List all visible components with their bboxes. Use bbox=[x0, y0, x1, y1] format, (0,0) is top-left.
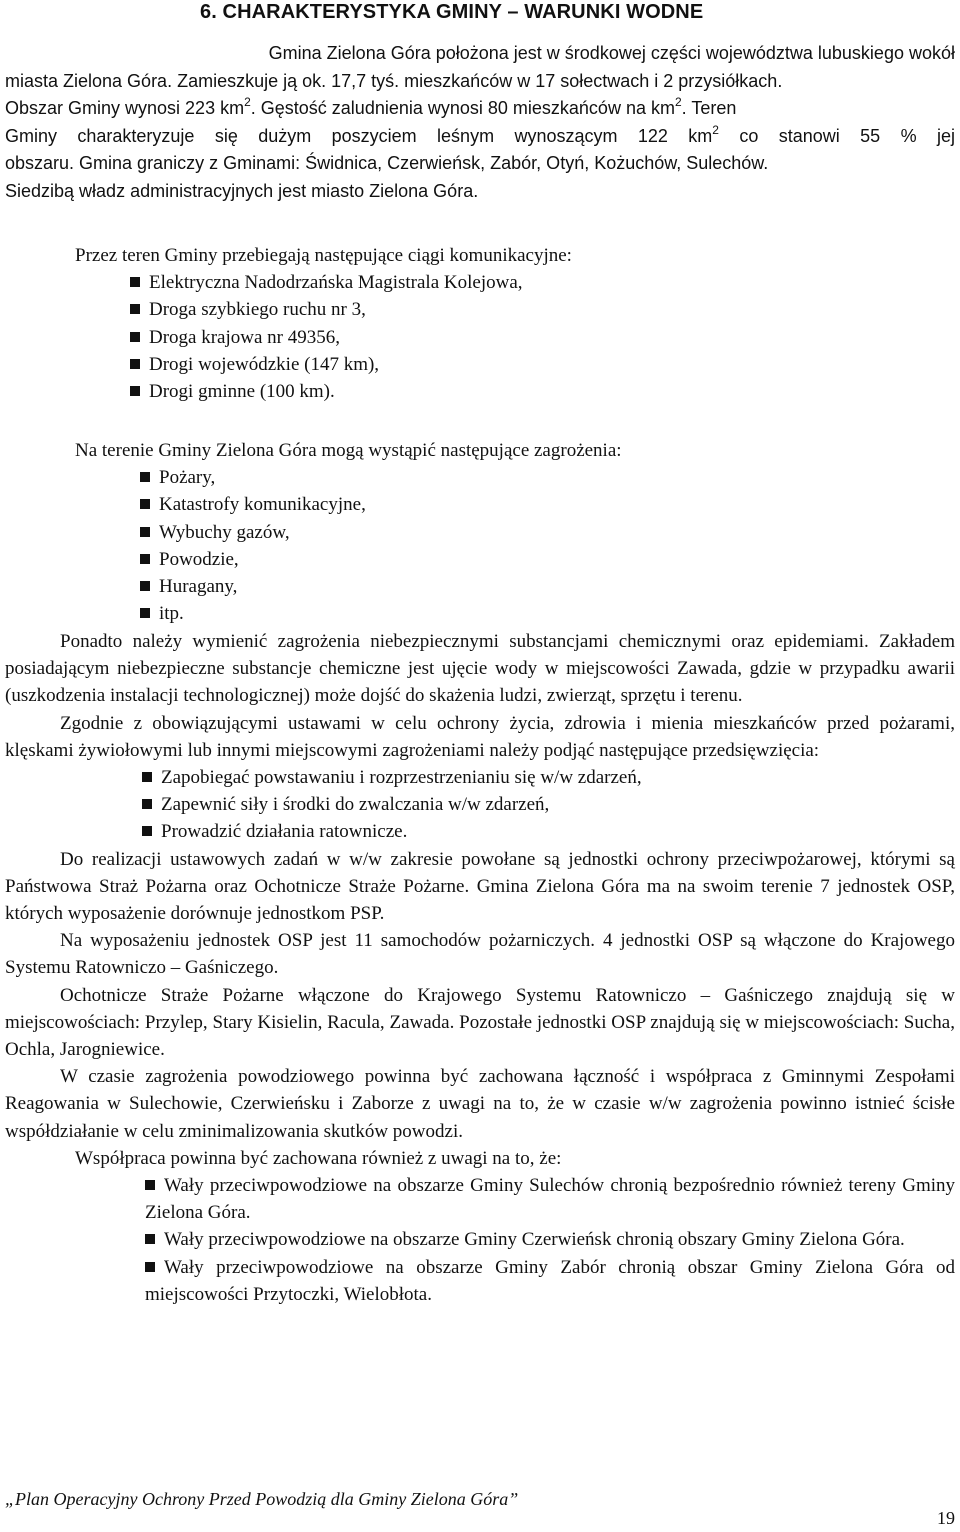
list-item: Wały przeciwpowodziowe na obszarze Gminy Zabór chronią obszar Gminy Zielona Góra od miejscowości Przytoczki, Wielobłota. bbox=[145, 1256, 955, 1305]
communication-list bbox=[130, 269, 572, 405]
list-item: Zapewnić siły i środki do zwalczania w/w zdarzeń, bbox=[142, 791, 955, 818]
bullet-square-icon bbox=[140, 472, 150, 482]
list-item: Wały przeciwpowodziowe na obszarze Gminy Czerwieńsk chronią obszary Gminy Zielona Góra. bbox=[145, 1226, 955, 1253]
threats-lead: Na terenie Gminy Zielona Góra mogą wystąpić następujące zagrożenia: bbox=[75, 440, 622, 461]
cooperation-list bbox=[145, 1172, 955, 1308]
threats-section bbox=[75, 437, 622, 627]
bullet-square-icon bbox=[140, 581, 150, 591]
list-item: Powodzie, bbox=[140, 546, 622, 573]
body-section bbox=[5, 628, 955, 1308]
communication-section bbox=[75, 242, 572, 405]
list-item: Wybuchy gazów, bbox=[140, 519, 622, 546]
intro-paragraph bbox=[5, 40, 955, 205]
list-item: Drogi gminne (100 km). bbox=[130, 378, 572, 405]
units-paragraph: Do realizacji ustawowych zadań w w/w zakresie powołane są jednostki ochrony przeciwpożarowej, którymi są Państwowa Straż Pożarna oraz Ochotnicze Straże Pożarne. Gmina Zielona Góra ma na swoim terenie 7 jednostek OSP, których wyposażenie dorównuje jednostkom PSP. bbox=[5, 848, 955, 925]
bullet-square-icon bbox=[130, 304, 140, 314]
intro-line-1: Gmina Zielona Góra położona jest w środkowej części województwa lubuskiego wokół bbox=[268, 43, 955, 63]
list-item: Droga krajowa nr 49356, bbox=[130, 324, 572, 351]
bullet-square-icon bbox=[130, 386, 140, 396]
cooperation-lead: Współpraca powinna być zachowana również z uwagi na to, że: bbox=[75, 1147, 562, 1169]
bullet-square-icon bbox=[140, 527, 150, 537]
bullet-square-icon bbox=[130, 332, 140, 342]
threats-list bbox=[140, 464, 622, 627]
intro-line-6: Siedzibą władz administracyjnych jest miasto Zielona Góra. bbox=[5, 180, 479, 201]
intro-line-4: Gminy charakteryzuje się dużym poszyciem leśnym wynoszącym 122 $km^2$ co stanowi 55 % jej bbox=[5, 122, 955, 146]
law-list bbox=[142, 764, 955, 846]
equipment-paragraph: Na wyposażeniu jednostek OSP jest 11 samochodów pożarniczych. 4 jednostki OSP są włączone do Krajowego Systemu Ratowniczo – Gaśniczego. bbox=[5, 930, 955, 979]
bullet-square-icon bbox=[142, 826, 152, 836]
bullet-square-icon bbox=[145, 1180, 155, 1190]
bullet-square-icon bbox=[145, 1234, 155, 1244]
list-item: Drogi wojewódzkie (147 km), bbox=[130, 351, 572, 378]
chemical-paragraph: Ponadto należy wymienić zagrożenia niebezpiecznymi substancjami chemicznymi oraz epidemiami. Zakładem posiadającym niebezpieczne substancje chemiczne jest ujęcie wody w miejscowości Zawada, gdzie w przypadku awarii (uszkodzenia instalacji technologicznej) może dojść do skażenia ludzi, zwierząt, sprzętu i terenu. bbox=[5, 631, 955, 707]
list-item: itp. bbox=[140, 600, 622, 627]
flood-paragraph: W czasie zagrożenia powodziowego powinna być zachowana łączność i współpraca z Gminnymi Zespołami Reagowania w Sulechowie, Czerwieńsku i Zaborze z uwagi na to, że w czasie w/w zagrożenia powinno istnieć ścisłe współdziałanie w celu zminimalizowania skutków powodzi. bbox=[5, 1066, 955, 1142]
list-item: Wały przeciwpowodziowe na obszarze Gminy Sulechów chronią bezpośrednio również tereny Gminy Zielona Góra. bbox=[145, 1175, 955, 1224]
bullet-square-icon bbox=[130, 277, 140, 287]
bullet-square-icon bbox=[140, 499, 150, 509]
bullet-square-icon bbox=[142, 772, 152, 782]
list-item: Droga szybkiego ruchu nr 3, bbox=[130, 296, 572, 323]
bullet-square-icon bbox=[140, 608, 150, 618]
intro-line-5: obszaru. Gmina graniczy z Gminami: Świdnica, Czerwieńsk, Zabór, Otyń, Kożuchów, Sulechów. bbox=[5, 153, 769, 173]
list-item: Pożary, bbox=[140, 464, 622, 491]
bullet-square-icon bbox=[140, 554, 150, 564]
page-number: 19 bbox=[937, 1508, 955, 1528]
law-paragraph: Zgodnie z obowiązującymi ustawami w celu ochrony życia, zdrowia i mienia mieszkańców przed pożarami, klęskami żywiołowymi lub innymi miejscowymi zagrożeniami należy podjąć następujące przedsięwzięcia: bbox=[5, 712, 955, 761]
communication-lead: Przez teren Gminy przebiegają następujące ciągi komunikacyjne: bbox=[75, 245, 572, 266]
bullet-square-icon bbox=[145, 1262, 155, 1272]
list-item: Prowadzić działania ratownicze. bbox=[142, 818, 955, 845]
list-item: Elektryczna Nadodrzańska Magistrala Kolejowa, bbox=[130, 269, 572, 296]
section-heading: 6. CHARAKTERYSTYKA GMINY – WARUNKI WODNE bbox=[200, 1, 704, 23]
bullet-square-icon bbox=[130, 359, 140, 369]
footer-title: „Plan Operacyjny Ochrony Przed Powodzią dla Gminy Zielona Góra” bbox=[5, 1489, 519, 1509]
intro-line-3: Obszar Gminy wynosi 223 $km^2$. Gęstość zaludnienia wynosi 80 mieszkańców na $km^2$. Teren bbox=[5, 95, 737, 118]
intro-line-2: miasta Zielona Góra. Zamieszkuje ją ok. 17,7 tyś. mieszkańców w 17 sołectwach i 2 przysiółkach. bbox=[5, 70, 783, 91]
bullet-square-icon bbox=[142, 799, 152, 809]
list-item: Huragany, bbox=[140, 573, 622, 600]
list-item: Zapobiegać powstawaniu i rozprzestrzenianiu się w/w zdarzeń, bbox=[142, 764, 955, 791]
list-item: Katastrofy komunikacyjne, bbox=[140, 491, 622, 518]
ksrg-paragraph: Ochotnicze Straże Pożarne włączone do Krajowego Systemu Ratowniczo – Gaśniczego znajdują się w miejscowościach: Przylep, Stary Kisielin, Racula, Zawada. Pozostałe jednostki OSP znajdują się w miejscowościach: Sucha, Ochla, Jarogniewice. bbox=[5, 984, 955, 1061]
